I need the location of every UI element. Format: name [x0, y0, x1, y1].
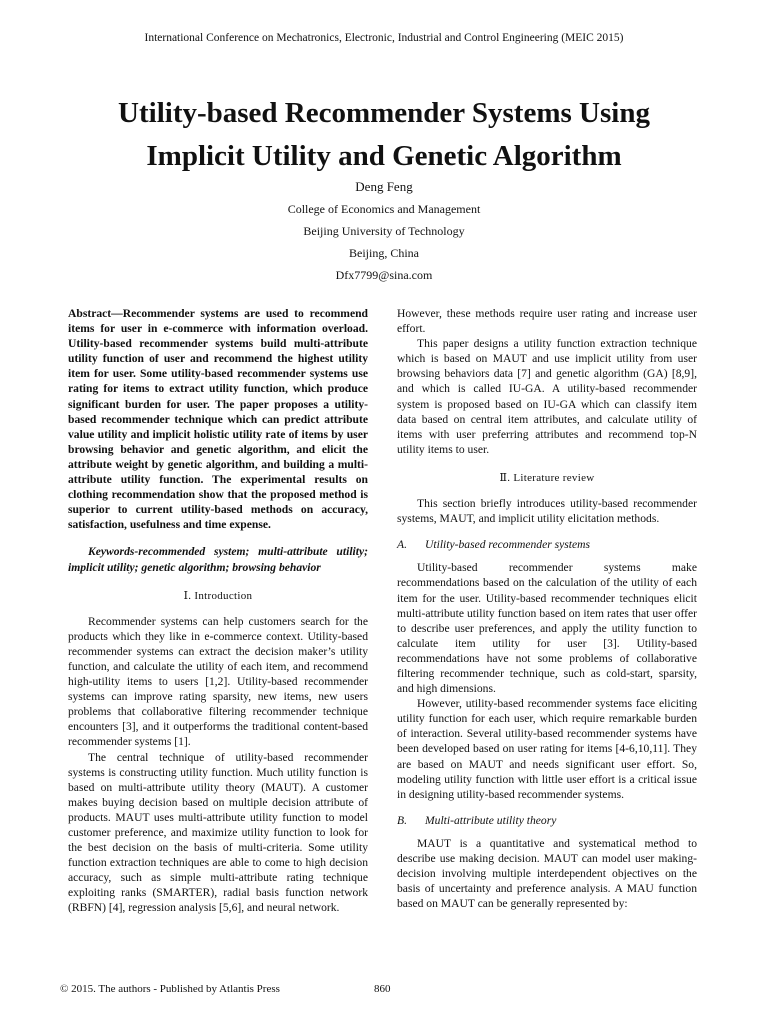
subsection-a-number: A.	[397, 538, 407, 552]
author-block	[0, 176, 768, 286]
section-heading-literature-review: Ⅱ. Literature review	[499, 471, 595, 484]
author-name: Deng Feng	[355, 179, 413, 194]
subsection-a-paragraph-1: Utility-based recommender systems make recommendations based on the calculation of the utility of each item for the user. Utility-based recommender techniques elicit multi-attribute utility function based on item rates that user offer to describe user preferences, and apply the utility function to calculate item utility for user [3]. Utility-based recommendations have not some problems of collaborative filtering recommender technique, such as cold-start, sparsity, and high dimensions.	[397, 561, 697, 696]
literature-paragraph-1: This section briefly introduces utility-based recommender systems, MAUT, and implicit utility elicitation methods.	[397, 497, 697, 526]
subsection-b-number: B.	[397, 813, 407, 827]
subsection-b-title: Multi-attribute utility theory	[425, 813, 557, 827]
subsection-heading-b	[397, 813, 697, 828]
right-paragraph-1: However, these methods require user rating and increase user effort.	[397, 307, 697, 336]
subsection-heading-a	[397, 537, 697, 552]
subsection-a-paragraph-2: However, utility-based recommender systems face eliciting utility function for each user, which require remarkable burden of interaction. Several utility-based recommender systems have been developed based on user rating for items [4-6,10,11]. They are based on MAUT and needs significant user effort. So, modeling utility function with little user effort is a critical issue in designing utility-based recommender systems.	[397, 697, 697, 801]
right-paragraph-2: This paper designs a utility function extraction technique which is based on MAUT and use implicit utility from user browsing behaviors data [7] and genetic algorithm (GA) [8,9], and which is called IU-GA. A utility-based recommender system is proposed based on IU-GA which can classify item data based on central item attributes, and calculate utility of items with user preferring attributes and recommend top-N utility items to user.	[397, 337, 697, 456]
subsection-b-paragraph-1: MAUT is a quantitative and systematical method to describe use making decision. MAUT can model user making-decision involving multiple interdependent objectives on the basis of uncertainty and preference analysis. A MAU function based on MAUT can be generally represented by:	[397, 836, 697, 911]
intro-paragraph-2: The central technique of utility-based recommender systems is constructing utility function. Much utility function is based on multi-attribute utility theory (MAUT). A customer makes buying decision based on multiple decision attribute of products. MAUT uses multi-attribute utility function to model customer preference, and maximize utility function to look for the best decision on the basis of multi-criteria. Some utility function extraction techniques are able to come to high decision accuracy, such as simple multi-attribute rating technique exploiting ranks (SMARTER), radial basis function network (RBFN) [4], regression analysis [5,6], and neural network.	[68, 750, 368, 915]
author-affiliation-1: College of Economics and Management	[287, 202, 481, 216]
left-column	[68, 306, 368, 916]
footer-copyright: © 2015. The authors - Published by Atlantis Press	[60, 983, 280, 995]
author-email: Dfx7799@sina.com	[335, 268, 433, 282]
author-affiliation-2: Beijing University of Technology	[303, 224, 465, 238]
title-line-2: Implicit Utility and Genetic Algorithm	[146, 140, 622, 172]
title-line-1: Utility-based Recommender Systems Using	[118, 97, 650, 129]
subsection-a-title: Utility-based recommender systems	[425, 538, 591, 552]
page-number: 860	[374, 983, 391, 995]
intro-paragraph-1: Recommender systems can help customers search for the products which they like in e-commerce context. Utility-based recommender systems can extract the decision maker’s utility function, and calculate the utility of each item, and recommend high-utility items to users [1,2]. Utility-based recommender systems can improve rating sparsity, new items, new users problems that collaborative filtering recommender technique encounters [3], and it outperforms the traditional content-based recommender systems [1].	[68, 614, 368, 749]
right-column	[397, 306, 697, 911]
abstract: Abstract—Recommender systems are used to recommend items for user in e-commerce with information overload. Utility-based recommender systems build multi-attribute utility function of user and recommend the highest utility item for user. Some utility-based recommender systems use rating for items to extract utility function, which produce significant burden for user. The paper proposes a utility-based recommender technique which can predict attribute value utility and implicit holistic utility rate of items by user browsing behavior and genetic algorithm, and elicit the attribute weight by genetic algorithm, and building a multi-attribute utility function. The experimental results on clothing recommendation show that the proposed method is superior to current utility-based methods on accuracy, satisfaction, usefulness and time expense.	[68, 307, 368, 532]
conference-header: International Conference on Mechatronics, Electronic, Industrial and Control Engineering (MEIC 2015)	[144, 32, 624, 44]
keywords: Keywords-recommended system; multi-attribute utility; implicit utility; genetic algorithm; browsing behavior	[68, 545, 368, 574]
author-location: Beijing, China	[349, 246, 419, 260]
paper-title	[0, 92, 768, 178]
section-heading-introduction: Ⅰ. Introduction	[183, 589, 253, 602]
